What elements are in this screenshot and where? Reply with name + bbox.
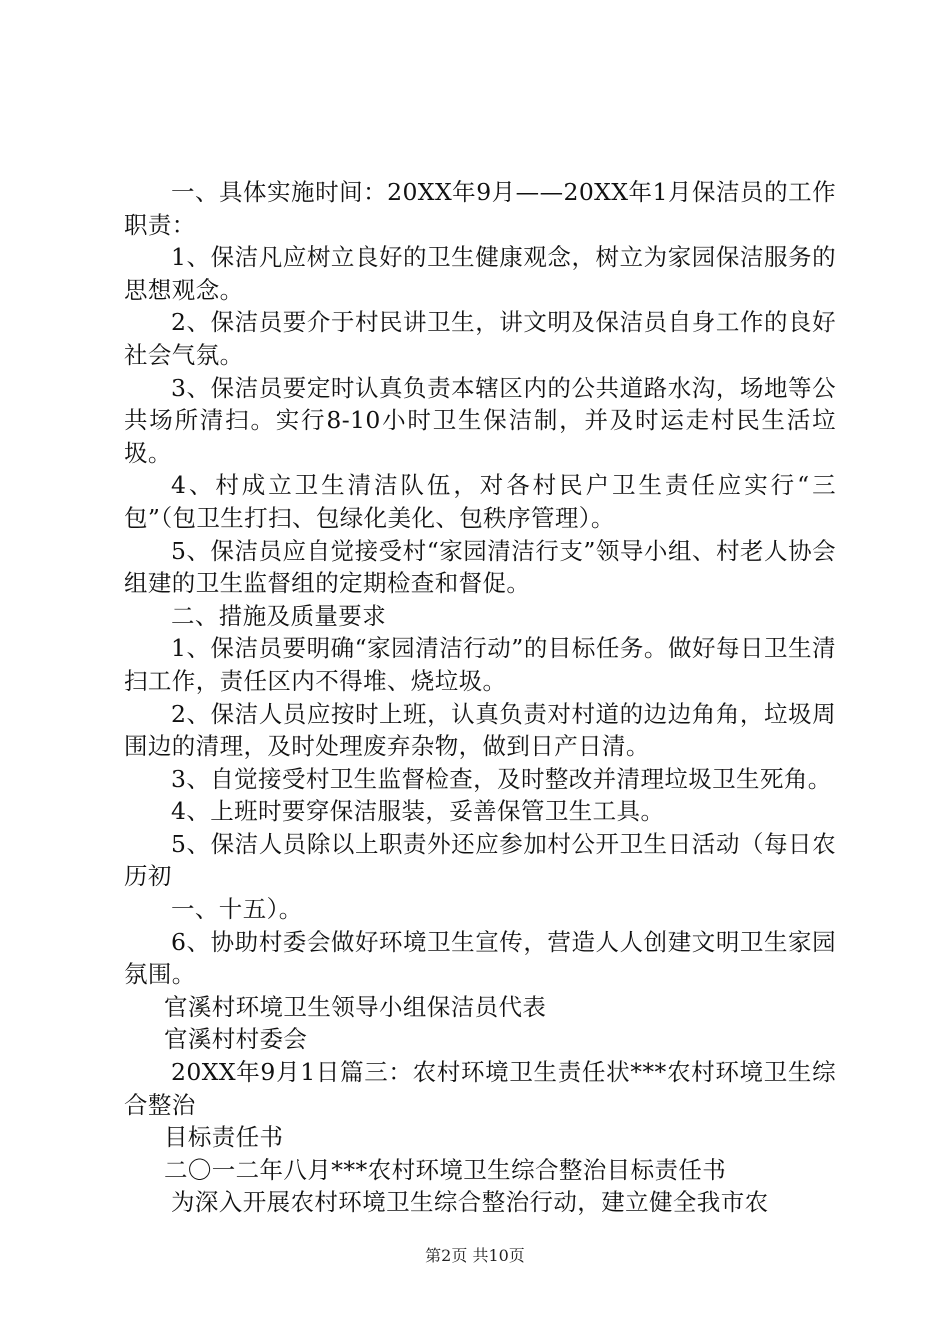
paragraph: 5、保洁人员除以上职责外还应参加村公开卫生日活动（每日农历初	[124, 829, 836, 891]
paragraph: 3、自觉接受村卫生监督检查，及时整改并清理垃圾卫生死角。	[171, 764, 832, 793]
paragraph: 6、协助村委会做好环境卫生宣传，营造人人创建文明卫生家园氛围。	[124, 927, 836, 989]
paragraph: 5、保洁员应自觉接受村“家园清洁行支”领导小组、村老人协会组建的卫生监督组的定期检查和督促。	[124, 536, 836, 598]
paragraph: 一、十五）。	[171, 895, 303, 924]
paragraph: 二、措施及质量要求	[171, 601, 387, 630]
paragraph: 4、上班时要穿保洁服装，妥善保管卫生工具。	[171, 797, 665, 826]
paragraph: 一、具体实施时间：20XX年9月——20XX年1月保洁员的工作职责：	[124, 178, 836, 239]
paragraph: 1、保洁凡应树立良好的卫生健康观念，树立为家园保洁服务的思想观念。	[124, 243, 836, 304]
paragraph: 2、保洁人员应按时上班，认真负责对村道的边边角角，垃圾周围边的清理，及时处理废弃杂物，做到日产日清。	[124, 699, 836, 761]
page-footer: 第2页 共10页	[425, 1246, 525, 1265]
paragraph: 为深入开展农村环境卫生综合整治行动，建立健全我市农	[171, 1188, 769, 1217]
paragraph: 目标责任书	[163, 1123, 284, 1152]
paragraph: 官溪村村委会	[163, 1025, 308, 1054]
paragraph: 二〇一二年八月***农村环境卫生综合整治目标责任书	[163, 1155, 727, 1184]
paragraph: 3、保洁员要定时认真负责本辖区内的公共道路水沟，场地等公共场所清扫。实行8-10小时卫生保洁制，并及时运走村民生活垃圾。	[124, 373, 836, 467]
paragraph: 20XX年9月1日篇三：农村环境卫生责任状***农村环境卫生综合整治	[124, 1058, 836, 1119]
paragraph: 1、保洁员要明确“家园清洁行动”的目标任务。做好每日卫生清扫工作，责任区内不得堆、烧垃圾。	[124, 634, 836, 695]
document-body	[124, 176, 836, 1219]
paragraph: 4、村成立卫生清洁队伍，对各村民户卫生责任应实行“三包”（包卫生打扫、包绿化美化、包秩序管理）。	[124, 471, 836, 532]
paragraph: 官溪村环境卫生领导小组保洁员代表	[163, 992, 547, 1021]
paragraph: 2、保洁员要介于村民讲卫生，讲文明及保洁员自身工作的良好社会气氛。	[124, 308, 836, 369]
